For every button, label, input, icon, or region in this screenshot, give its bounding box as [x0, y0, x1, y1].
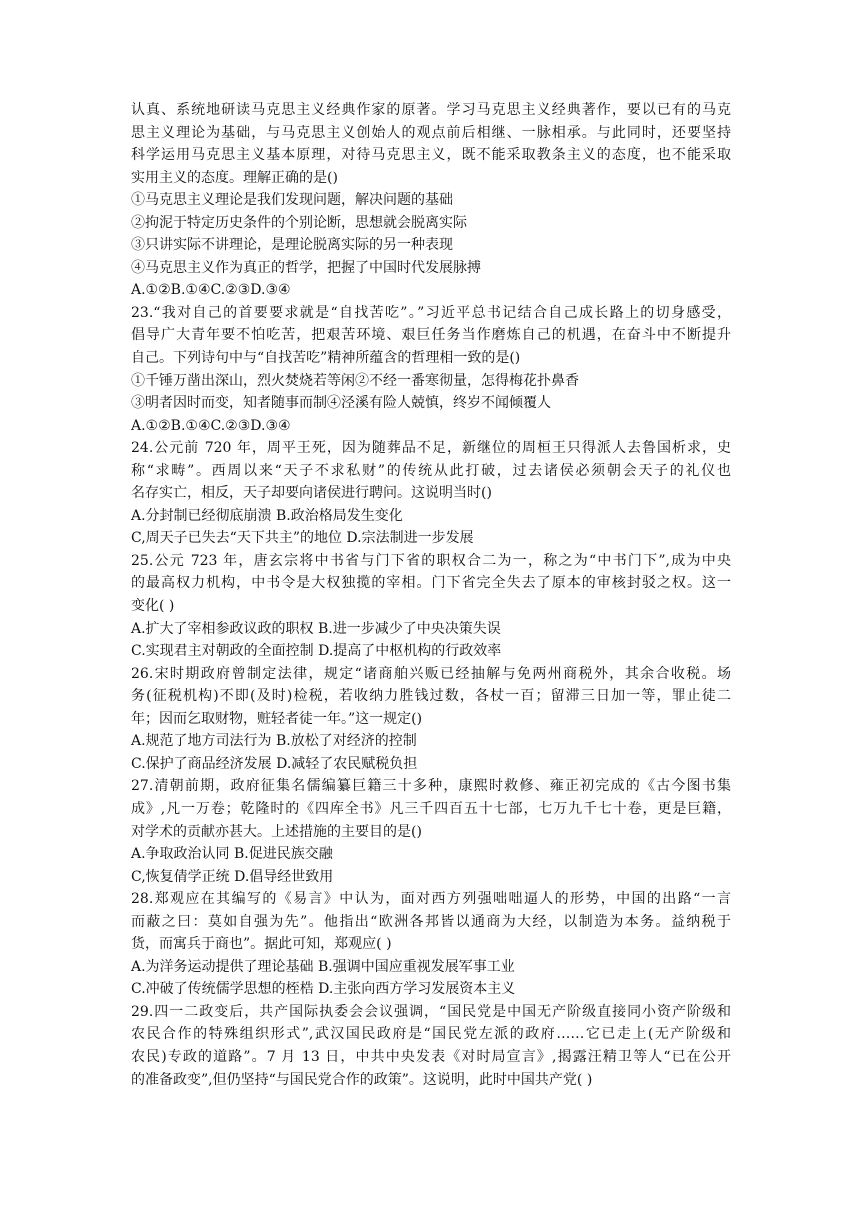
text-line: 科学运用马克思主义基本原理，对待马克思主义，既不能采取教条主义的态度，也不能采取 [131, 147, 731, 164]
question-27-line: 对学术的贡献亦甚大。上述措施的主要目的是() [131, 823, 422, 840]
answer-choices: C,周天子已失去“天下共主”的地位 D.宗法制进一步发展 [131, 530, 474, 547]
option-line: ③明者因时而变，知者随事而制④泾溪有险人兢慎，终岁不闻倾覆人 [131, 395, 551, 412]
answer-choices: A.①②B.①④C.②③D.③④ [131, 282, 291, 299]
question-29-line: 29.四一二政变后，共产国际执委会会议强调，“国民党是中国无产阶级直接同小资产阶级和 [131, 1003, 731, 1020]
answer-choices: C,恢复倩学正统 D.倡导经世致用 [131, 868, 334, 885]
question-25-line: 的最高权力机构，中书令是大权独揽的宰相。门下省完全失去了原本的审核封驳之权。这一 [131, 575, 731, 592]
question-24-line: 名存实亡，相反，天子却要向诸侯进行聘问。这说明当时() [131, 485, 492, 502]
answer-choices: C.保护了商品经济发展 D.减轻了农民赋税负担 [131, 755, 418, 772]
option-line: ①马克思主义理论是我们发现问题，解决问题的基础 [131, 192, 453, 209]
question-23-line: 倡导广大青年要不怕吃苦，把艰苦环境、艰巨任务当作磨炼自己的机遇，在奋斗中不断提升 [131, 327, 731, 344]
question-24-line: 24.公元前 720 年，周平王死，因为随葬品不足，新继位的周桓王只得派人去鲁国析求，史 [131, 440, 731, 457]
question-28-line: 货，而寓兵于商也”。据此可知，郑观应( ) [131, 936, 392, 953]
option-line: ①千锤万凿出深山，烈火焚烧若等闲②不经一番寒彻量，怎得梅花扑鼻香 [131, 372, 579, 389]
text-line: 思主义理论为基础，与马克思主义创始人的观点前后相继、一脉相承。与此同时，还要坚持 [131, 124, 731, 141]
question-28-line: 28.郑观应在其编写的《易言》中认为，面对西方列强咄咄逼人的形势，中国的出路“一言 [131, 891, 731, 908]
question-29-line: 的准备政变”,但仍坚持“与国民党合作的政策”。这说明，此时中国共产党( ) [131, 1071, 593, 1088]
document-page [131, 99, 731, 1091]
answer-choices: A.①②B.①④C.②③D.③④ [131, 417, 291, 434]
answer-choices: C.实现君主对朝政的全面控制 D.提高了中枢机构的行政效率 [131, 643, 502, 660]
question-26-line: 务(征税机构)不即(及时)检税，若收纳力胜钱过数，各杖一百；留滞三日加一等，罪止徒二 [131, 688, 731, 705]
question-27-line: 27.清朝前期，政府征集名儒编纂巨籍三十多种，康熙时救修、雍正初完成的《古今图书集 [131, 778, 731, 795]
question-29-line: 农民)专政的道路”。7 月 13 日，中共中央发表《对时局宣言》,揭露汪精卫等人“已在公开 [131, 1048, 731, 1065]
question-29-line: 农民合作的特殊组织形式”,武汉国民政府是“国民党左派的政府……它已走上(无产阶级和 [131, 1026, 731, 1043]
question-28-line: 而蔽之曰：莫如自强为先”。他指出“欧洲各邦皆以通商为大经，以制造为本务。益纳税于 [131, 913, 731, 930]
text-line: 实用主义的态度。理解正确的是() [131, 169, 338, 186]
option-line: ②拘泥于特定历史条件的个别论断，思想就会脱离实际 [131, 214, 467, 231]
question-26-line: 26.宋时期政府曾制定法律，规定“诸商舶兴贩已经抽解与免两州商税外，其余合收税。场 [131, 665, 731, 682]
answer-choices: A.扩大了宰相参政议政的职权 B.进一步减少了中央决策失误 [131, 620, 501, 637]
option-line: ③只讲实际不讲理论，是理论脱离实际的另一种表现 [131, 237, 453, 254]
answer-choices: A.规范了地方司法行为 B.放松了对经济的控制 [131, 733, 417, 750]
question-26-line: 年；因而乞取财物，赃轻者徒一年。”这一规定() [131, 710, 423, 727]
answer-choices: A.为洋务运动提供了理论基础 B.强调中国应重视发展军事工业 [131, 958, 515, 975]
question-24-line: 称“求畴”。西周以来“天子不求私财”的传统从此打破，过去诸侯必须朝会天子的礼仪也 [131, 462, 731, 479]
question-25-line: 变化( ) [131, 598, 175, 615]
question-25-line: 25.公元 723 年，唐玄宗将中书省与门下省的职权合二为一，称之为“中书门下”,成为中央 [131, 552, 731, 569]
option-line: ④马克思主义作为真正的哲学，把握了中国时代发展脉搏 [131, 259, 481, 276]
answer-choices: A.争取政治认同 B.促进民族交融 [131, 846, 333, 863]
answer-choices: A.分封制已经彻底崩溃 B.政治格局发生变化 [131, 507, 403, 524]
answer-choices: C.冲破了传统儒学思想的桎梏 D.主张向西方学习发展资本主义 [131, 981, 516, 998]
question-23-line: 自己。下列诗句中与“自找苦吃”精神所蕴含的哲理相一致的是() [131, 350, 521, 367]
question-27-line: 成》,凡一万卷；乾隆时的《四库全书》凡三千四百五十七部，七万九千七十卷，更是巨籍， [131, 800, 731, 817]
text-line: 认真、系统地研读马克思主义经典作家的原著。学习马克思主义经典著作，要以已有的马克 [131, 102, 731, 118]
question-23-line: 23.“我对自己的首要要求就是“自找苦吃”。”习近平总书记结合自己成长路上的切身感受， [131, 304, 731, 321]
